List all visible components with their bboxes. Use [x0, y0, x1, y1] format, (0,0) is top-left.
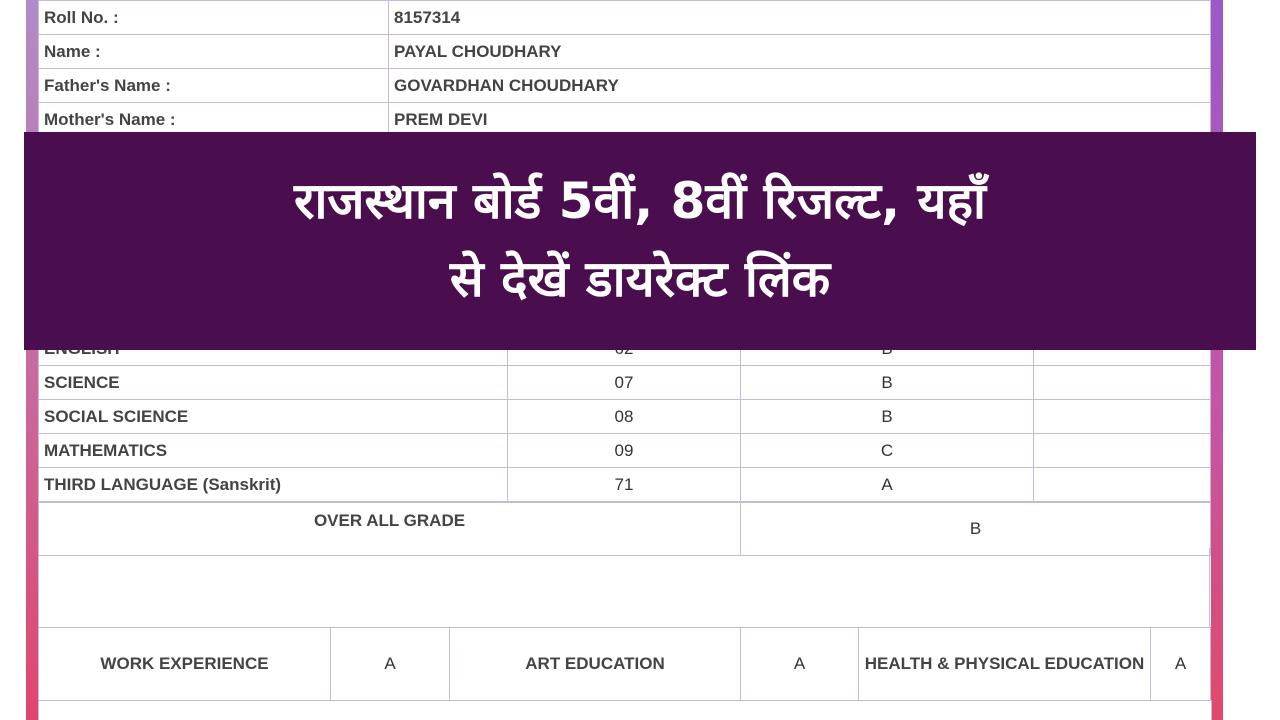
father-label: Father's Name :: [39, 69, 389, 103]
roll-label: Roll No. :: [39, 1, 389, 35]
headline-line-1: राजस्थान बोर्ड 5वीं, 8वीं रिजल्ट, यहाँ: [294, 172, 986, 230]
subject-empty-cell: [1034, 366, 1211, 400]
table-row: [39, 400, 1211, 434]
table-row: [39, 628, 1211, 701]
blank-section: [38, 548, 1210, 627]
headline-banner: [24, 132, 1256, 350]
subject-grade: B: [741, 366, 1034, 400]
subject-marks: 09: [508, 434, 741, 468]
name-label: Name :: [39, 35, 389, 69]
left-frame-border: [26, 0, 38, 720]
co-scholastic-table: [38, 627, 1211, 701]
subject-empty-cell: [1034, 400, 1211, 434]
art-education-label: ART EDUCATION: [450, 628, 741, 701]
name-value: PAYAL CHOUDHARY: [389, 35, 1211, 69]
student-info-table: [38, 0, 1211, 137]
table-row: [39, 366, 1211, 400]
right-frame-border: [1211, 0, 1223, 720]
subject-marks: 08: [508, 400, 741, 434]
overall-grade-label: OVER ALL GRADE: [39, 503, 741, 556]
roll-value: 8157314: [389, 1, 1211, 35]
health-education-grade: A: [1151, 628, 1211, 701]
work-experience-grade: A: [331, 628, 450, 701]
bottom-border: [38, 700, 1212, 720]
subject-grade: B: [741, 400, 1034, 434]
subject-grade: C: [741, 434, 1034, 468]
work-experience-label: WORK EXPERIENCE: [39, 628, 331, 701]
subject-name: MATHEMATICS: [39, 434, 508, 468]
father-value: GOVARDHAN CHOUDHARY: [389, 69, 1211, 103]
mother-value: PREM DEVI: [389, 103, 1211, 137]
table-row: [39, 468, 1211, 502]
health-education-label: HEALTH & PHYSICAL EDUCATION: [859, 628, 1151, 701]
headline-line-2: से देखें डायरेक्ट लिंक: [449, 250, 831, 308]
subject-grade: A: [741, 468, 1034, 502]
subject-empty-cell: [1034, 434, 1211, 468]
overall-grade-value: B: [741, 503, 1211, 556]
subject-marks: 07: [508, 366, 741, 400]
result-sheet: [38, 0, 1211, 720]
table-row: [39, 35, 1211, 69]
subject-marks: 71: [508, 468, 741, 502]
subject-empty-cell: [1034, 468, 1211, 502]
mother-label: Mother's Name :: [39, 103, 389, 137]
table-row: [39, 434, 1211, 468]
table-row: [39, 69, 1211, 103]
subject-name: SCIENCE: [39, 366, 508, 400]
table-row: [39, 1, 1211, 35]
art-education-grade: A: [741, 628, 859, 701]
subject-name: SOCIAL SCIENCE: [39, 400, 508, 434]
subject-name: THIRD LANGUAGE (Sanskrit): [39, 468, 508, 502]
subject-marks-table: [38, 331, 1211, 502]
